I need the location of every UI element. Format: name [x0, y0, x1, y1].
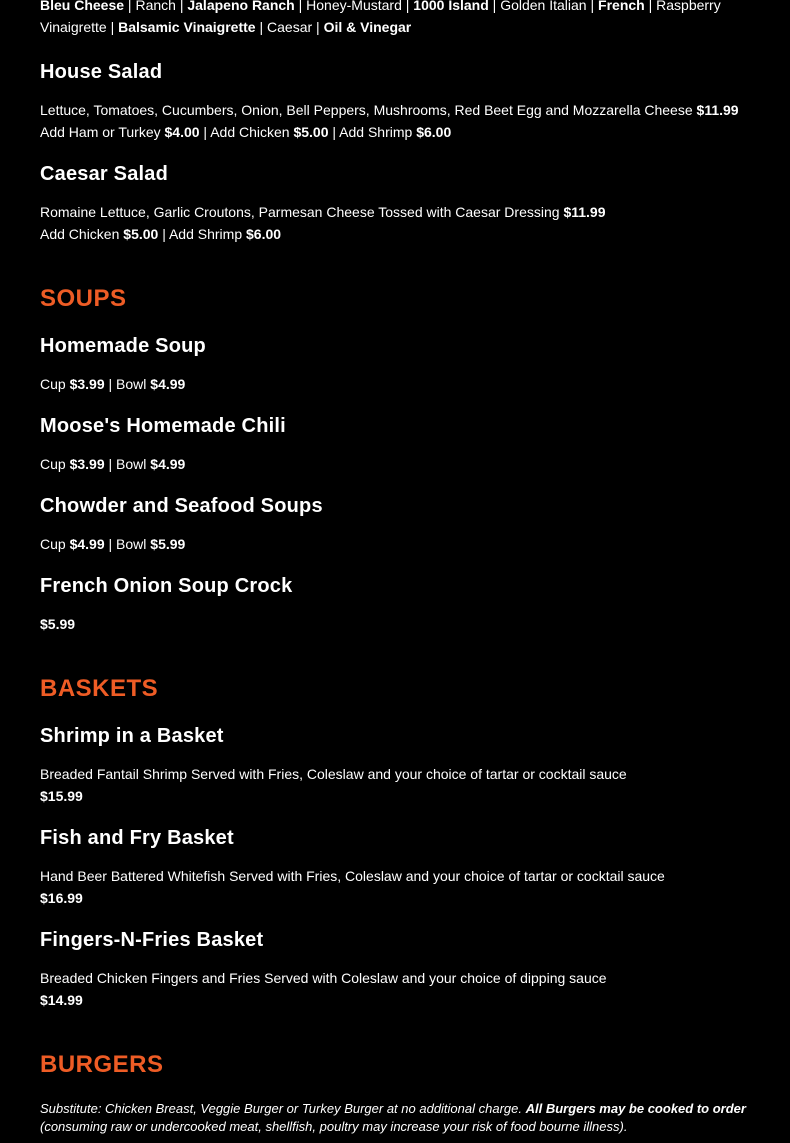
dressing-option: Balsamic Vinaigrette: [118, 19, 256, 35]
item-price: $4.99: [69, 536, 105, 552]
item-description: [40, 763, 760, 807]
item-title: House Salad: [40, 61, 163, 83]
add-on-price: $4.00: [164, 124, 200, 140]
dressing-option: 1000 Island: [413, 0, 489, 13]
item-description: [40, 865, 760, 909]
description-text: Hand Beer Battered Whitefish Served with Fries, Coleslaw and your choice of tartar or cocktail sauce: [40, 868, 665, 884]
menu-item-caesar-salad: [40, 163, 760, 186]
add-on-price: $6.00: [246, 226, 282, 242]
separator: |: [255, 19, 268, 35]
section-heading: BURGERS: [40, 1051, 164, 1078]
size-label: | Bowl: [104, 536, 151, 552]
dressing-list: [40, 0, 760, 38]
menu-item-soup: [40, 415, 760, 438]
item-price: $16.99: [40, 890, 83, 906]
dressing-option: Raspberry Vinaigrette: [40, 0, 721, 35]
add-on-price: $5.00: [293, 124, 329, 140]
add-on-label: | Add Shrimp: [158, 226, 247, 242]
size-label: | Bowl: [104, 376, 151, 392]
item-price: $15.99: [40, 788, 83, 804]
size-label: Cup: [40, 536, 70, 552]
add-on-label: Add Chicken: [40, 226, 124, 242]
menu-item-house-salad: [40, 61, 760, 84]
add-on-price: $5.00: [123, 226, 159, 242]
menu-item-soup: [40, 335, 760, 358]
dressing-option: Bleu Cheese: [40, 0, 125, 13]
item-title: Caesar Salad: [40, 163, 169, 185]
description-text: Breaded Fantail Shrimp Served with Fries, Coleslaw and your choice of tartar or cocktail sauce: [40, 766, 627, 782]
item-title: Shrimp in a Basket: [40, 725, 224, 747]
item-price: $4.99: [150, 376, 186, 392]
menu-item-basket: [40, 929, 760, 952]
item-price: $11.99: [696, 102, 739, 118]
item-price: $11.99: [563, 204, 606, 220]
section-soups: [40, 285, 760, 313]
item-prices: [40, 373, 760, 395]
food-safety-warning: (consuming raw or undercooked meat, shellfish, poultry may increase your risk of food bourne illness).: [40, 1119, 628, 1134]
item-price: $5.99: [40, 616, 76, 632]
item-title: Fish and Fry Basket: [40, 827, 234, 849]
substitute-note: Substitute: Chicken Breast, Veggie Burger or Turkey Burger at no additional charge.: [40, 1101, 526, 1116]
item-title: Moose's Homemade Chili: [40, 415, 286, 437]
add-on-label: | Add Chicken: [199, 124, 294, 140]
separator: |: [586, 0, 599, 13]
item-title: French Onion Soup Crock: [40, 575, 293, 597]
size-label: | Bowl: [104, 456, 151, 472]
item-price: $3.99: [69, 376, 105, 392]
separator: |: [294, 0, 307, 13]
size-label: Cup: [40, 376, 70, 392]
item-title: Fingers-N-Fries Basket: [40, 929, 264, 951]
separator: |: [124, 0, 136, 13]
menu-item-soup-crock: [40, 575, 760, 598]
dressing-option: Caesar: [267, 19, 313, 35]
dressing-option: French: [598, 0, 645, 13]
item-title: Chowder and Seafood Soups: [40, 495, 323, 517]
dressing-option: Golden Italian: [500, 0, 587, 13]
size-label: Cup: [40, 456, 70, 472]
description-text: Breaded Chicken Fingers and Fries Served with Coleslaw and your choice of dipping sauce: [40, 970, 607, 986]
item-description: [40, 99, 760, 143]
section-heading: SOUPS: [40, 285, 127, 312]
item-price: $5.99: [150, 536, 186, 552]
dressing-option: Ranch: [135, 0, 176, 13]
menu-item-basket: [40, 725, 760, 748]
item-prices: [40, 533, 760, 555]
cooked-to-order-note: All Burgers may be cooked to order: [525, 1101, 746, 1116]
separator: |: [401, 0, 414, 13]
item-prices: [40, 613, 760, 635]
add-on-price: $6.00: [416, 124, 452, 140]
add-on-label: | Add Shrimp: [328, 124, 417, 140]
dressing-option: Oil & Vinegar: [323, 19, 412, 35]
description-text: Lettuce, Tomatoes, Cucumbers, Onion, Bell Peppers, Mushrooms, Red Beet Egg and Mozzarella Cheese: [40, 102, 697, 118]
separator: |: [175, 0, 188, 13]
section-burgers: [40, 1051, 760, 1079]
item-price: $14.99: [40, 992, 83, 1008]
menu-item-basket: [40, 827, 760, 850]
section-heading: BASKETS: [40, 675, 159, 702]
dressing-option: Honey-Mustard: [306, 0, 402, 13]
item-title: Homemade Soup: [40, 335, 206, 357]
separator: |: [488, 0, 501, 13]
menu-item-soup: [40, 495, 760, 518]
dressing-option: Jalapeno Ranch: [187, 0, 295, 13]
separator: |: [106, 19, 119, 35]
section-baskets: [40, 675, 760, 703]
item-description: [40, 967, 760, 1011]
item-prices: [40, 453, 760, 475]
add-on-label: Add Ham or Turkey: [40, 124, 165, 140]
item-price: $3.99: [69, 456, 105, 472]
separator: |: [644, 0, 657, 13]
separator: |: [312, 19, 324, 35]
burger-disclaimer: [40, 1100, 760, 1136]
description-text: Romaine Lettuce, Garlic Croutons, Parmesan Cheese Tossed with Caesar Dressing: [40, 204, 564, 220]
item-price: $4.99: [150, 456, 186, 472]
item-description: [40, 201, 760, 245]
